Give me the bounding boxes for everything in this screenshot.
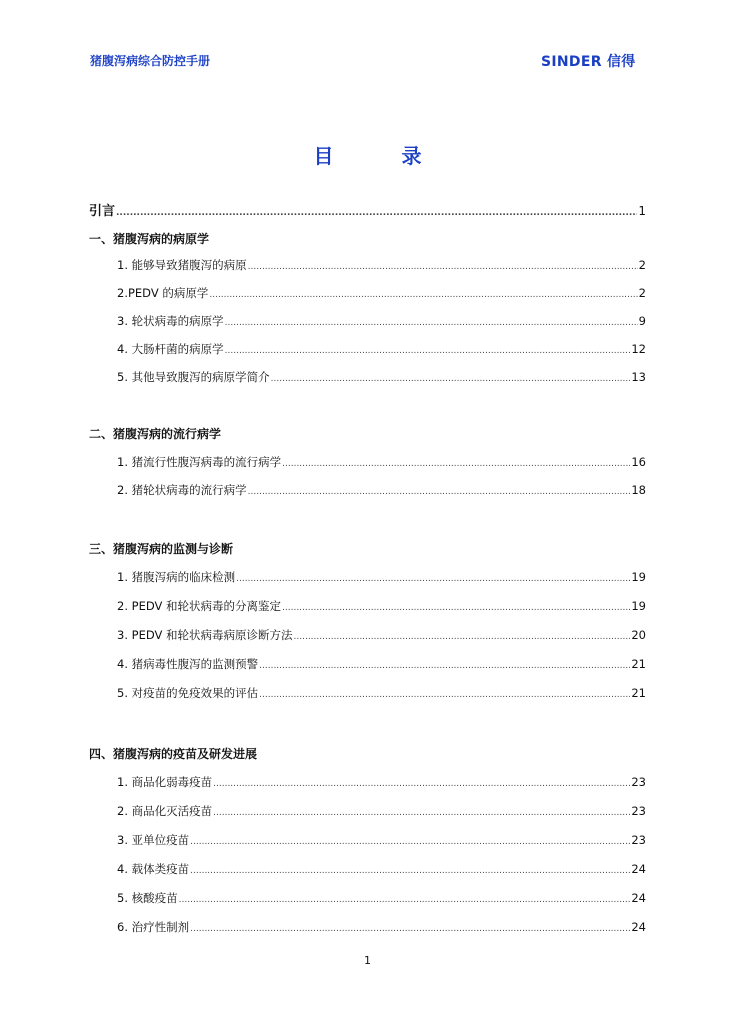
page-number: 1 — [364, 954, 371, 967]
toc-entry[interactable] — [117, 285, 646, 301]
toc-entry-label: 5. 对疫苗的免疫效果的评估 — [117, 686, 259, 700]
toc-entry-label: 2. 商品化灭活疫苗 — [117, 804, 213, 818]
toc-entry[interactable] — [117, 454, 646, 470]
dot-leader — [271, 374, 631, 384]
dot-leader — [225, 346, 631, 356]
toc-entry-label: 3. 轮状病毒的病原学 — [117, 314, 224, 328]
toc-entry-page: 23 — [631, 804, 646, 818]
toc-entry-label: 5. 核酸疫苗 — [117, 891, 178, 905]
toc-entry[interactable] — [117, 919, 646, 935]
toc-entry[interactable] — [117, 685, 646, 701]
toc-entry-page: 23 — [631, 775, 646, 789]
toc-entry-page: 18 — [631, 483, 646, 497]
dot-leader — [190, 837, 630, 847]
toc-entry-label: 6. 治疗性制剂 — [117, 920, 190, 934]
toc-entry-page: 19 — [631, 570, 646, 584]
toc-entry-label: 4. 大肠杆菌的病原学 — [117, 342, 224, 356]
dot-leader — [190, 924, 630, 934]
dot-leader — [225, 318, 638, 328]
toc-entry-page: 16 — [631, 455, 646, 469]
toc-section-heading[interactable]: 一、猪腹泻病的病原学 — [89, 232, 210, 246]
toc-entry-page: 21 — [631, 686, 646, 700]
toc-entry-page: 1 — [638, 204, 646, 218]
toc-entry-intro[interactable] — [89, 200, 646, 219]
dot-leader — [190, 866, 630, 876]
sinder-logo: SINDER 信得 — [541, 54, 636, 70]
toc-entry[interactable] — [117, 341, 646, 357]
toc-entry-label: 1. 商品化弱毒疫苗 — [117, 775, 213, 789]
document-header-title: 猪腹泻病综合防控手册 — [90, 54, 211, 68]
dot-leader — [213, 779, 630, 789]
toc-entry-page: 2 — [638, 258, 646, 272]
dot-leader — [248, 487, 631, 497]
toc-entry-page: 13 — [631, 370, 646, 384]
toc-entry[interactable] — [117, 369, 646, 385]
toc-entry-page: 2 — [638, 286, 646, 300]
dot-leader — [259, 661, 630, 671]
toc-entry-label: 4. 载体类疫苗 — [117, 862, 190, 876]
dot-leader — [179, 895, 631, 905]
toc-entry-label: 3. 亚单位疫苗 — [117, 833, 190, 847]
toc-entry-label: 1. 猪腹泻病的临床检测 — [117, 570, 236, 584]
dot-leader — [294, 632, 631, 642]
toc-entry[interactable] — [117, 598, 646, 614]
toc-entry-label: 3. PEDV 和轮状病毒病原诊断方法 — [117, 628, 293, 642]
toc-section-heading[interactable]: 四、猪腹泻病的疫苗及研发进展 — [89, 747, 258, 761]
toc-entry-page: 24 — [631, 862, 646, 876]
toc-entry[interactable] — [117, 313, 646, 329]
dot-leader — [116, 208, 637, 218]
toc-entry-label: 1. 猪流行性腹泻病毒的流行病学 — [117, 455, 282, 469]
toc-entry-page: 12 — [631, 342, 646, 356]
toc-title-char: 录 — [401, 144, 422, 168]
dot-leader — [282, 603, 630, 613]
toc-entry[interactable] — [117, 803, 646, 819]
toc-entry[interactable] — [117, 482, 646, 498]
toc-entry-page: 24 — [631, 891, 646, 905]
toc-section-heading[interactable]: 二、猪腹泻病的流行病学 — [89, 427, 222, 441]
toc-entry-page: 23 — [631, 833, 646, 847]
toc-entry-label: 1. 能够导致猪腹泻的病原 — [117, 258, 247, 272]
toc-entry-page: 21 — [631, 657, 646, 671]
dot-leader — [282, 459, 630, 469]
toc-entry[interactable] — [117, 774, 646, 790]
toc-title-char: 目 — [313, 144, 334, 168]
toc-entry[interactable] — [117, 861, 646, 877]
toc-entry[interactable] — [117, 832, 646, 848]
toc-entry-page: 19 — [631, 599, 646, 613]
toc-entry-label: 2.PEDV 的病原学 — [117, 286, 209, 300]
toc-entry[interactable] — [117, 656, 646, 672]
toc-entry[interactable] — [117, 890, 646, 906]
toc-entry-label: 2. PEDV 和轮状病毒的分离鉴定 — [117, 599, 282, 613]
toc-entry[interactable] — [117, 257, 646, 273]
toc-entry-page: 20 — [631, 628, 646, 642]
dot-leader — [236, 574, 630, 584]
toc-section-heading[interactable]: 三、猪腹泻病的监测与诊断 — [89, 542, 234, 556]
toc-entry-label: 4. 猪病毒性腹泻的监测预警 — [117, 657, 259, 671]
dot-leader — [259, 690, 630, 700]
dot-leader — [248, 262, 638, 272]
toc-entry-label: 5. 其他导致腹泻的病原学简介 — [117, 370, 270, 384]
toc-entry-page: 9 — [638, 314, 646, 328]
dot-leader — [209, 290, 637, 300]
toc-title — [0, 140, 735, 169]
dot-leader — [213, 808, 630, 818]
toc-entry-label: 引言 — [89, 204, 116, 219]
toc-entry[interactable] — [117, 627, 646, 643]
toc-entry[interactable] — [117, 569, 646, 585]
toc-entry-label: 2. 猪轮状病毒的流行病学 — [117, 483, 247, 497]
toc-entry-page: 24 — [631, 920, 646, 934]
